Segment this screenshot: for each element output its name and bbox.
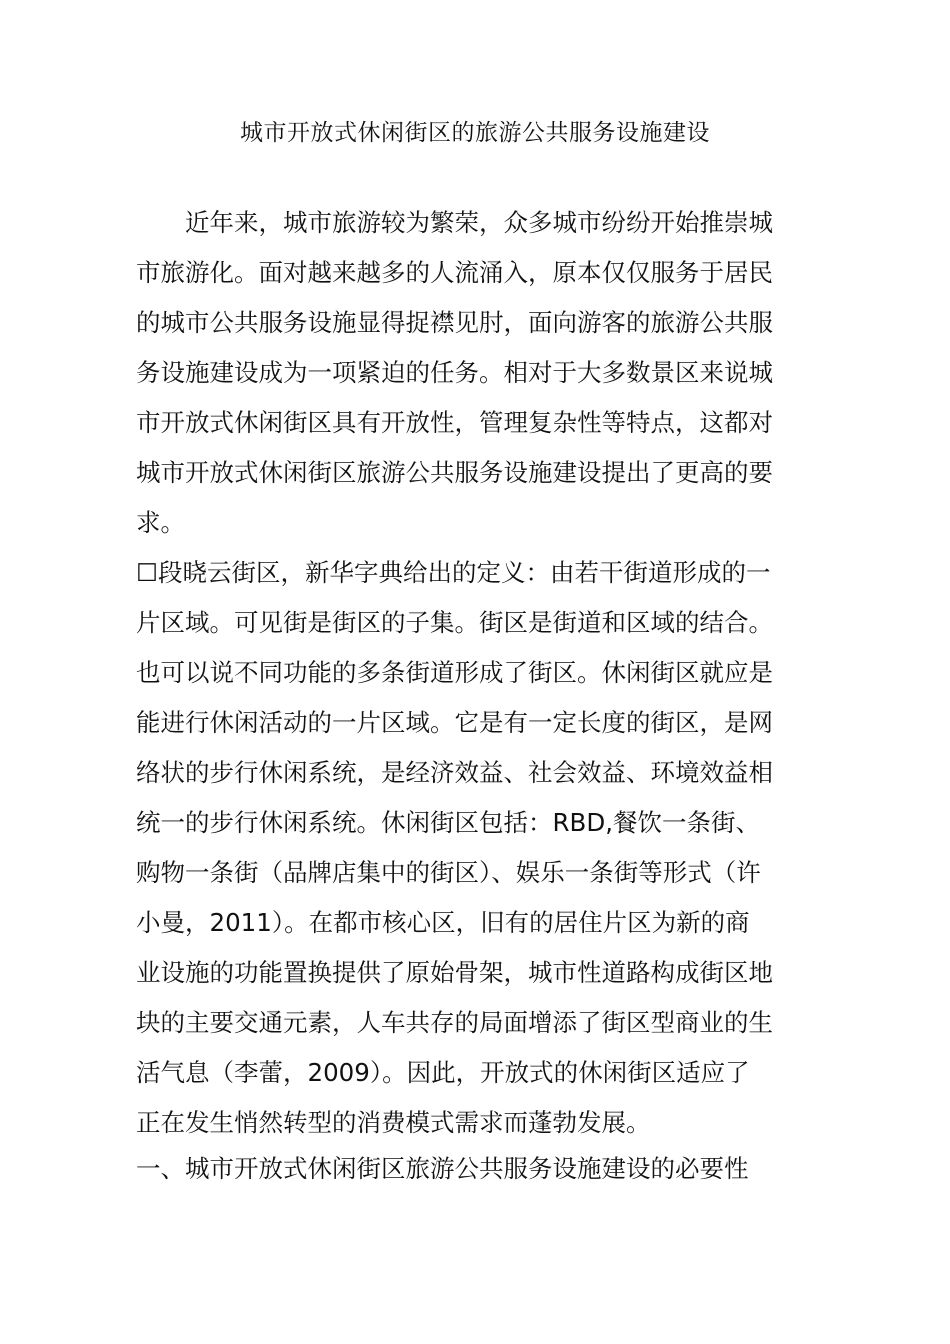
document-title: 城市开放式休闲街区的旅游公共服务设施建设	[240, 120, 710, 146]
paragraph-line: 购物一条街（品牌店集中的街区）、娱乐一条街等形式（许	[136, 858, 761, 887]
paragraph-line: 小曼，2011）。在都市核心区，旧有的居住片区为新的商	[136, 908, 750, 937]
paragraph-line: 业设施的功能置换提供了原始骨架，城市性道路构成街区地	[136, 958, 773, 987]
paragraph-line: 也可以说不同功能的多条街道形成了街区。休闲街区就应是	[136, 658, 773, 687]
paragraph-line: 求。	[136, 508, 185, 537]
paragraph-line: 市旅游化。面对越来越多的人流涌入，原本仅仅服务于居民	[136, 258, 773, 287]
paragraph-line: 的城市公共服务设施显得捉襟见肘，面向游客的旅游公共服	[136, 308, 773, 337]
paragraph-line: 片区域。可见街是街区的子集。街区是街道和区域的结合。	[136, 608, 773, 637]
paragraph-line: 统一的步行休闲系统。休闲街区包括：RBD,餐饮一条街、	[136, 808, 760, 837]
paragraph-line: 络状的步行休闲系统，是经济效益、社会效益、环境效益相	[136, 758, 773, 787]
paragraph-line: 活气息（李蕾，2009）。因此，开放式的休闲街区适应了	[136, 1058, 750, 1087]
paragraph-line: 正在发生悄然转型的消费模式需求而蓬勃发展。	[136, 1108, 651, 1137]
paragraph-line: 城市开放式休闲街区旅游公共服务设施建设提出了更高的要	[136, 458, 773, 487]
paragraph-line: 能进行休闲活动的一片区域。它是有一定长度的街区，是网	[136, 708, 773, 737]
paragraph-line: 市开放式休闲街区具有开放性，管理复杂性等特点，这都对	[136, 408, 773, 437]
paragraph-line: 近年来，城市旅游较为繁荣，众多城市纷纷开始推崇城	[185, 208, 773, 237]
paragraph-line: ☐段晓云街区，新华字典给出的定义：由若干街道形成的一	[136, 558, 771, 587]
paragraph-intro	[136, 198, 806, 548]
paragraph-line: 务设施建设成为一项紧迫的任务。相对于大多数景区来说城	[136, 358, 773, 387]
section-heading: 一、城市开放式休闲街区旅游公共服务设施建设的必要性	[136, 1154, 749, 1183]
paragraph-line: 块的主要交通元素，人车共存的局面增添了街区型商业的生	[136, 1008, 773, 1037]
paragraph-definition	[136, 548, 806, 1148]
